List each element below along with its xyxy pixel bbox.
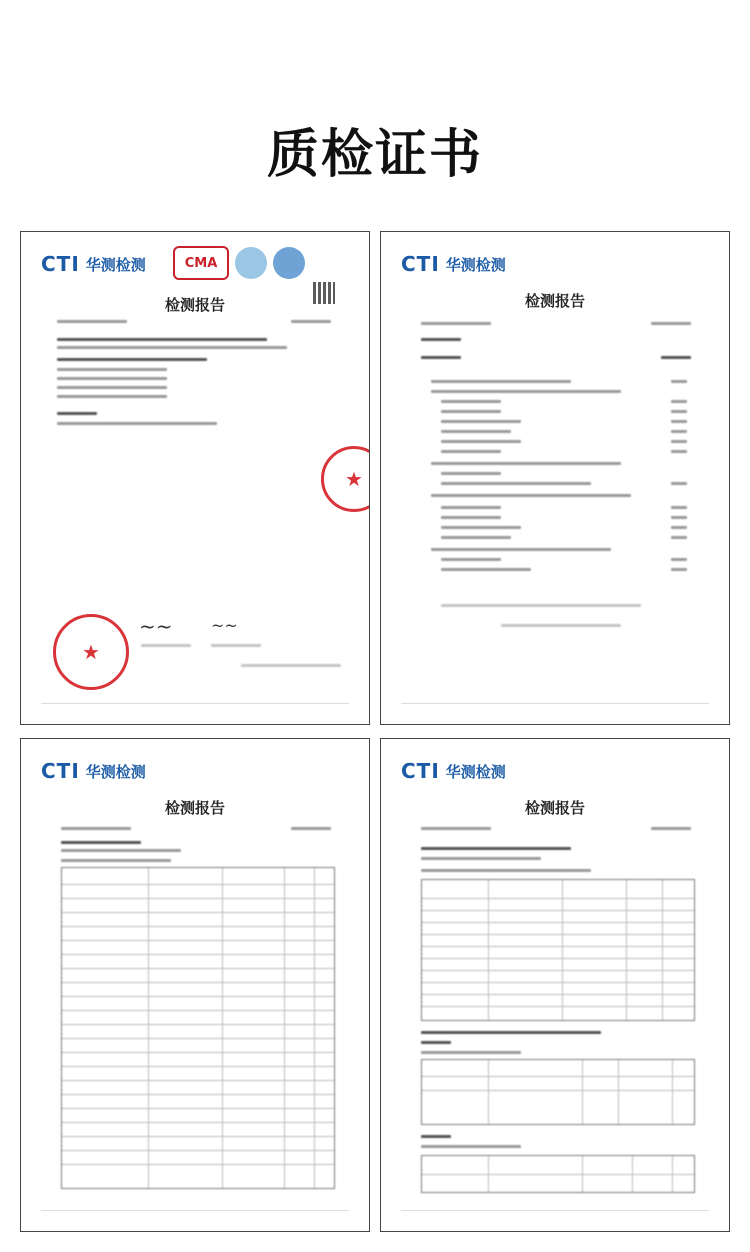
certification-marks (173, 246, 305, 280)
results-table (421, 1059, 695, 1125)
report-title: 检测报告 (164, 296, 225, 314)
logo-cn: 华测检测 (445, 255, 506, 274)
signature: ~~ (211, 616, 238, 635)
results-table (61, 867, 335, 1189)
page-footer (41, 1210, 349, 1211)
signature: ~~ (139, 614, 173, 638)
page-footer (401, 1210, 709, 1211)
logo-cti: CTI (401, 759, 440, 783)
logo-cti: CTI (41, 759, 80, 783)
report-page-3 (20, 738, 370, 1232)
cnas-mark (273, 247, 305, 279)
report-title: 检测报告 (524, 292, 585, 310)
logo-cn: 华测检测 (445, 762, 506, 781)
company-logo (401, 252, 506, 276)
report-title: 检测报告 (524, 799, 585, 817)
cma-mark: CMA (173, 246, 229, 280)
page-footer (41, 703, 349, 704)
logo-cti: CTI (401, 252, 440, 276)
results-table (421, 879, 695, 1021)
report-page-2 (380, 231, 730, 725)
company-logo (41, 759, 146, 783)
report-page-4 (380, 738, 730, 1232)
logo-cn: 华测检测 (85, 762, 146, 781)
company-logo (41, 252, 146, 276)
logo-cti: CTI (41, 252, 80, 276)
official-stamp: ★ (321, 446, 370, 512)
company-logo (401, 759, 506, 783)
report-page-1 (20, 231, 370, 725)
page-footer (401, 703, 709, 704)
report-title: 检测报告 (164, 799, 225, 817)
results-table (421, 1155, 695, 1193)
ilac-mark (235, 247, 267, 279)
official-stamp: ★ (53, 614, 129, 690)
page-title: 质检证书 (266, 125, 483, 185)
logo-cn: 华测检测 (85, 255, 146, 274)
